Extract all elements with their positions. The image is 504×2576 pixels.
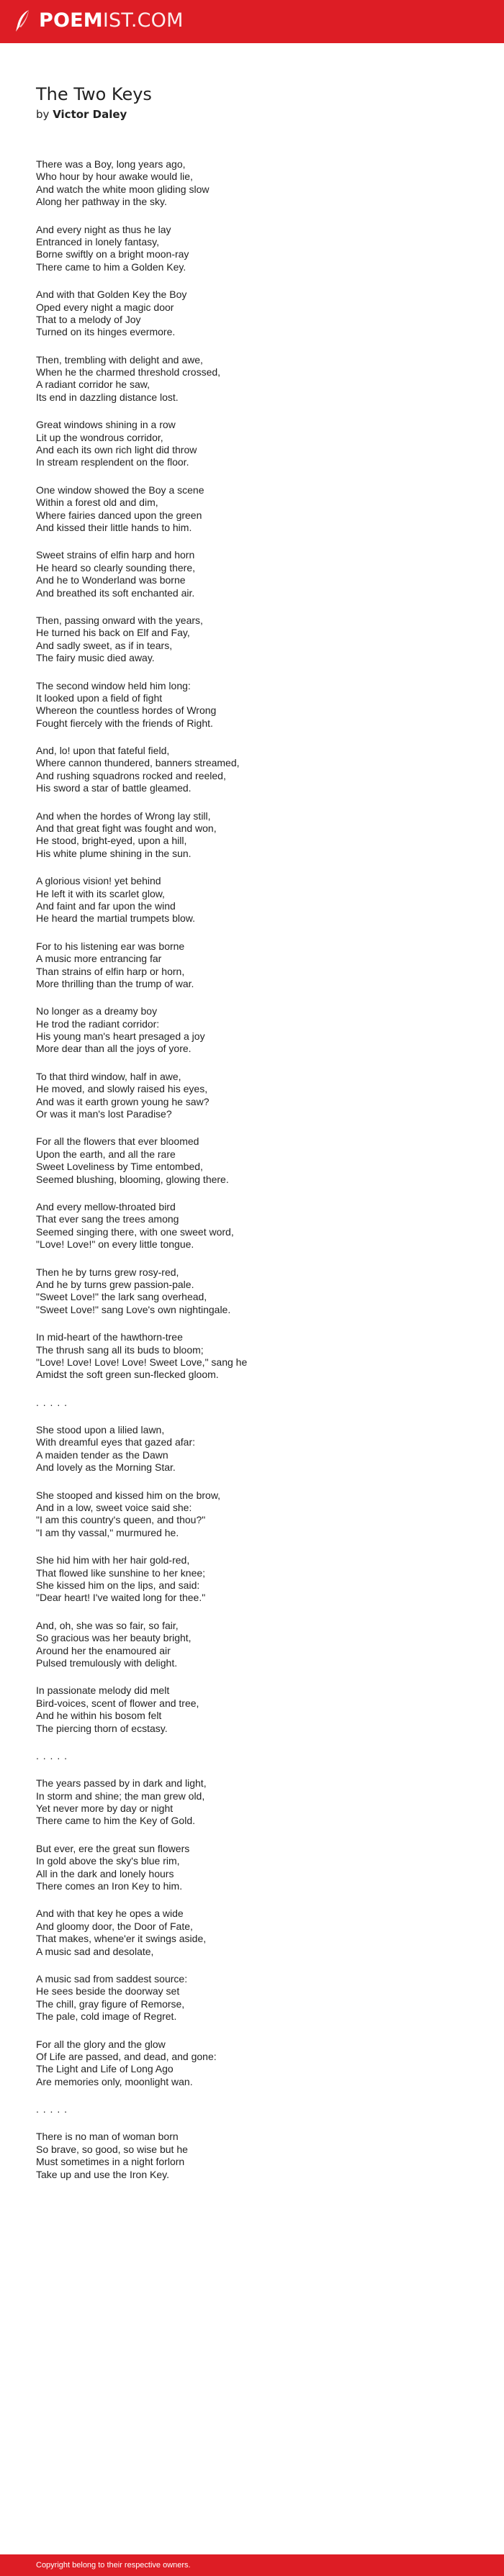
poem-byline [36,107,127,122]
poem-line: She kissed him on the lips, and said: [36,1579,200,1591]
poem-line: A glorious vision! yet behind [36,875,161,887]
poem-line: And he to Wonderland was borne [36,574,186,586]
poem-line: There came to him a Golden Key. [36,260,186,273]
poem-line: In mid-heart of the hawthorn-tree [36,1331,183,1343]
poem-line: It looked upon a field of fight [36,691,163,704]
poem-stanza [36,1266,475,1317]
poem-stanza [36,1201,475,1251]
poem-line: "Love! Love!" on every little tongue. [36,1238,194,1251]
poem-line: For all the glory and the glow [36,2038,166,2050]
poem-line: More thrilling than the trump of war. [36,977,194,989]
poem-stanza [36,1554,475,1605]
poem-line: That ever sang the trees among [36,1213,179,1225]
poem-line: His white plume shining in the sun. [36,847,192,859]
poem-stanza [36,1489,475,1540]
poem-line: And every mellow-throated bird [36,1201,176,1212]
poem-line: In gold above the sky's blue rim, [36,1855,180,1867]
poem-line: Are memories only, moonlight wan. [36,2075,193,2087]
poem-line: The years passed by in dark and light, [36,1777,207,1790]
poem-line: A maiden tender as the Dawn [36,1448,168,1461]
poem-line: That makes, whene'er it swings aside, [36,1933,207,1945]
poem-line: The thrush sang all its buds to bloom; [36,1343,204,1356]
poem-line: Yet never more by day or night [36,1802,174,1815]
copyright-text: Copyright belong to their respective owners. [36,2561,191,2570]
poem-stanza [36,614,475,665]
poem-line: Amidst the soft green sun-flecked gloom. [36,1369,219,1381]
poem-line: Of Life are passed, and dead, and gone: [36,2050,217,2062]
poem-line: In passionate melody did melt [36,1684,170,1697]
poem-line: Who hour by hour awake would lie, [36,171,193,183]
poem-line: Then, passing onward with the years, [36,614,203,626]
poem-line: Great windows shining in a row [36,419,176,431]
poem-line: There was a Boy, long years ago, [36,158,186,170]
poem-stanza [36,484,475,535]
poem-line: In storm and shine; the man grew old, [36,1790,205,1802]
poem-line: More dear than all the joys of yore. [36,1043,192,1055]
poem-line: The second window held him long: [36,679,191,691]
poem-stanza [36,354,475,404]
poem-line: Then he by turns grew rosy-red, [36,1266,179,1278]
poem-line: There comes an Iron Key to him. [36,1880,183,1892]
poem-line: Turned on its hinges evermore. [36,326,176,338]
poem-stanza [36,289,475,339]
poem-line: Than strains of elfin harp or horn, [36,965,185,977]
poem-line: And with that Golden Key the Boy [36,289,187,301]
poem-line: And kissed their little hands to him. [36,521,192,533]
poem-line: He stood, bright-eyed, upon a hill, [36,835,187,847]
poem-line: The piercing thorn of ecstasy. [36,1722,168,1734]
poem-stanza [36,1135,475,1186]
poem-line: He left it with its scarlet glow, [36,887,165,899]
poem-stanza [36,1684,475,1735]
poem-line: He turned his back on Elf and Fay, [36,627,190,639]
poem-line: Entranced in lonely fantasy, [36,235,159,248]
poem-stanza [36,549,475,599]
by-label: by [36,108,50,121]
poem-line: Sweet strains of elfin harp and horn [36,549,195,561]
poem-line: She stooped and kissed him on the brow, [36,1489,221,1501]
poem-line: And that great fight was fought and won, [36,822,217,835]
poem-title: The Two Keys [36,84,152,104]
author-link[interactable]: Victor Daley [53,108,127,121]
poem-line: With dreamful eyes that gazed afar: [36,1436,195,1448]
poem-line: She stood upon a lilied lawn, [36,1424,165,1436]
poem-line: All in the dark and lonely hours [36,1867,174,1879]
poem-line: The Light and Life of Long Ago [36,2063,174,2075]
poem-line: Seemed singing there, with one sweet word, [36,1225,234,1238]
poem-stanza [36,158,475,209]
poem-line: And sadly sweet, as if in tears, [36,639,173,651]
poem-line: To that third window, half in awe, [36,1070,181,1082]
quill-pen-icon [13,9,33,33]
poem-line: A music sad and desolate, [36,1945,154,1957]
poem-line: Whereon the countless hordes of Wrong [36,704,217,717]
poem-line: But ever, ere the great sun flowers [36,1842,190,1854]
poem-line: That to a melody of Joy [36,313,141,325]
poem-line: Lit up the wondrous corridor, [36,431,163,443]
poem-line: The chill, gray figure of Remorse, [36,1997,185,2010]
poem-stanza [36,1620,475,1670]
poem-stanza [36,1843,475,1893]
poem-line: And with that key he opes a wide [36,1908,184,1920]
poem-line: He moved, and slowly raised his eyes, [36,1083,208,1095]
poem-line: One window showed the Boy a scene [36,484,204,496]
poem-line: He sees beside the doorway set [36,1985,180,1997]
poem-line: "Dear heart! I've waited long for thee." [36,1592,206,1604]
poem-line: Where fairies danced upon the green [36,509,202,521]
poem-stanza [36,419,475,469]
poem-stanza [36,2131,475,2181]
poem-line: Take up and use the Iron Key. [36,2168,169,2180]
poem-line: Oped every night a magic door [36,301,174,313]
poem-line: And watch the white moon gliding slow [36,183,210,195]
poem-line: And, oh, she was so fair, so fair, [36,1619,179,1631]
poem-stanza [36,1071,475,1121]
poem-line: And gloomy door, the Door of Fate, [36,1920,193,1932]
poem-line: "I am thy vassal," murmured he. [36,1526,179,1538]
poem-line: So gracious was her beauty bright, [36,1632,192,1644]
poem-stanza [36,2103,475,2115]
poem-line: Sweet Loveliness by Time entombed, [36,1161,203,1173]
logo-bold-part: POEM [39,9,103,32]
poem-stanza [36,1005,475,1056]
poem-line: That flowed like sunshine to her knee; [36,1566,206,1579]
poem-line: A radiant corridor he saw, [36,378,150,391]
poem-line: A music more entrancing far [36,953,162,965]
poem-line: And in a low, sweet voice said she: [36,1502,192,1514]
poem-line: Or was it man's lost Paradise? [36,1108,172,1120]
logo-light-part: IST.COM [102,9,184,32]
poem-stanza [36,810,475,861]
poem-line: And each its own rich light did throw [36,444,197,456]
poem-line: And lovely as the Morning Star. [36,1461,176,1474]
poem-line: Bird-voices, scent of flower and tree, [36,1697,199,1709]
poem-line: "Sweet Love!" the lark sang overhead, [36,1291,207,1303]
poem-line: Fought fiercely with the friends of Right. [36,717,213,729]
poem-stanza [36,224,475,274]
poem-line: She hid him with her hair gold-red, [36,1554,190,1566]
poem-line: For to his listening ear was borne [36,940,185,952]
poem-stanza [36,1973,475,2023]
poem-line: And faint and far upon the wind [36,899,176,912]
poem-stanza [36,1908,475,1958]
poem-stanza [36,680,475,730]
poem-stanza [36,745,475,795]
poem-stanza [36,875,475,925]
poem-line: The pale, cold image of Regret. [36,2010,177,2023]
poem-stanza [36,1424,475,1474]
poem-line: In stream resplendent on the floor. [36,456,189,468]
poem-line: And was it earth grown young he saw? [36,1095,210,1107]
poem-stanza [36,1750,475,1762]
poem-line: He trod the radiant corridor: [36,1017,160,1030]
poem-line: And he within his bosom felt [36,1710,162,1722]
poem-line: A music sad from saddest source: [36,1972,188,1985]
poem-line: He heard the martial trumpets blow. [36,912,195,925]
poem-line: His sword a star of battle gleamed. [36,782,192,794]
poem-body [36,158,475,2181]
poem-line: For all the flowers that ever bloomed [36,1135,199,1148]
site-logo[interactable] [13,9,184,33]
poem-line: "Sweet Love!" sang Love's own nightingale. [36,1303,231,1315]
poem-line: And breathed its soft enchanted air. [36,586,195,599]
site-header [0,0,504,43]
poem-line: And rushing squadrons rocked and reeled, [36,769,226,781]
poem-line: He heard so clearly sounding there, [36,561,196,573]
section-separator: . . . . . [36,1749,68,1761]
poem-stanza [36,940,475,991]
poem-line: There came to him the Key of Gold. [36,1815,195,1827]
poem-line: And when the hordes of Wrong lay still, [36,809,211,822]
poem-line: Must sometimes in a night forlorn [36,2156,185,2168]
section-separator: . . . . . [36,1396,68,1408]
poem-line: And, lo! upon that fateful field, [36,745,170,757]
site-footer [0,2554,504,2576]
poem-line: So brave, so good, so wise but he [36,2143,188,2155]
poem-line: Borne swiftly on a bright moon-ray [36,248,189,260]
poem-line: Seemed blushing, blooming, glowing there. [36,1173,229,1185]
poem-line: And every night as thus he lay [36,223,171,235]
poem-stanza [36,1331,475,1382]
poem-line: "I am this country's queen, and thou?" [36,1514,206,1526]
site-logo-text [39,9,184,33]
section-separator: . . . . . [36,2103,68,2115]
poem-line: No longer as a dreamy boy [36,1005,158,1017]
poem-stanza [36,1397,475,1409]
poem-line: Along her pathway in the sky. [36,196,167,208]
poem-line: And he by turns grew passion-pale. [36,1278,194,1290]
poem-line: Upon the earth, and all the rare [36,1148,176,1160]
poem-line: Where cannon thundered, banners streamed, [36,757,240,769]
poem-line: Its end in dazzling distance lost. [36,391,179,403]
poem-stanza [36,2038,475,2089]
poem-line: When he the charmed threshold crossed, [36,366,221,378]
poem-line: Pulsed tremulously with delight. [36,1656,178,1669]
poem-line: His young man's heart presaged a joy [36,1030,205,1043]
poem-line: Then, trembling with delight and awe, [36,353,203,366]
poem-line: The fairy music died away. [36,652,155,664]
poem-line: Around her the enamoured air [36,1644,171,1656]
poem-line: "Love! Love! Love! Love! Sweet Love," sang he [36,1356,248,1368]
poem-line: Within a forest old and dim, [36,496,158,509]
poem-stanza [36,1777,475,1828]
poem-line: There is no man of woman born [36,2131,179,2143]
